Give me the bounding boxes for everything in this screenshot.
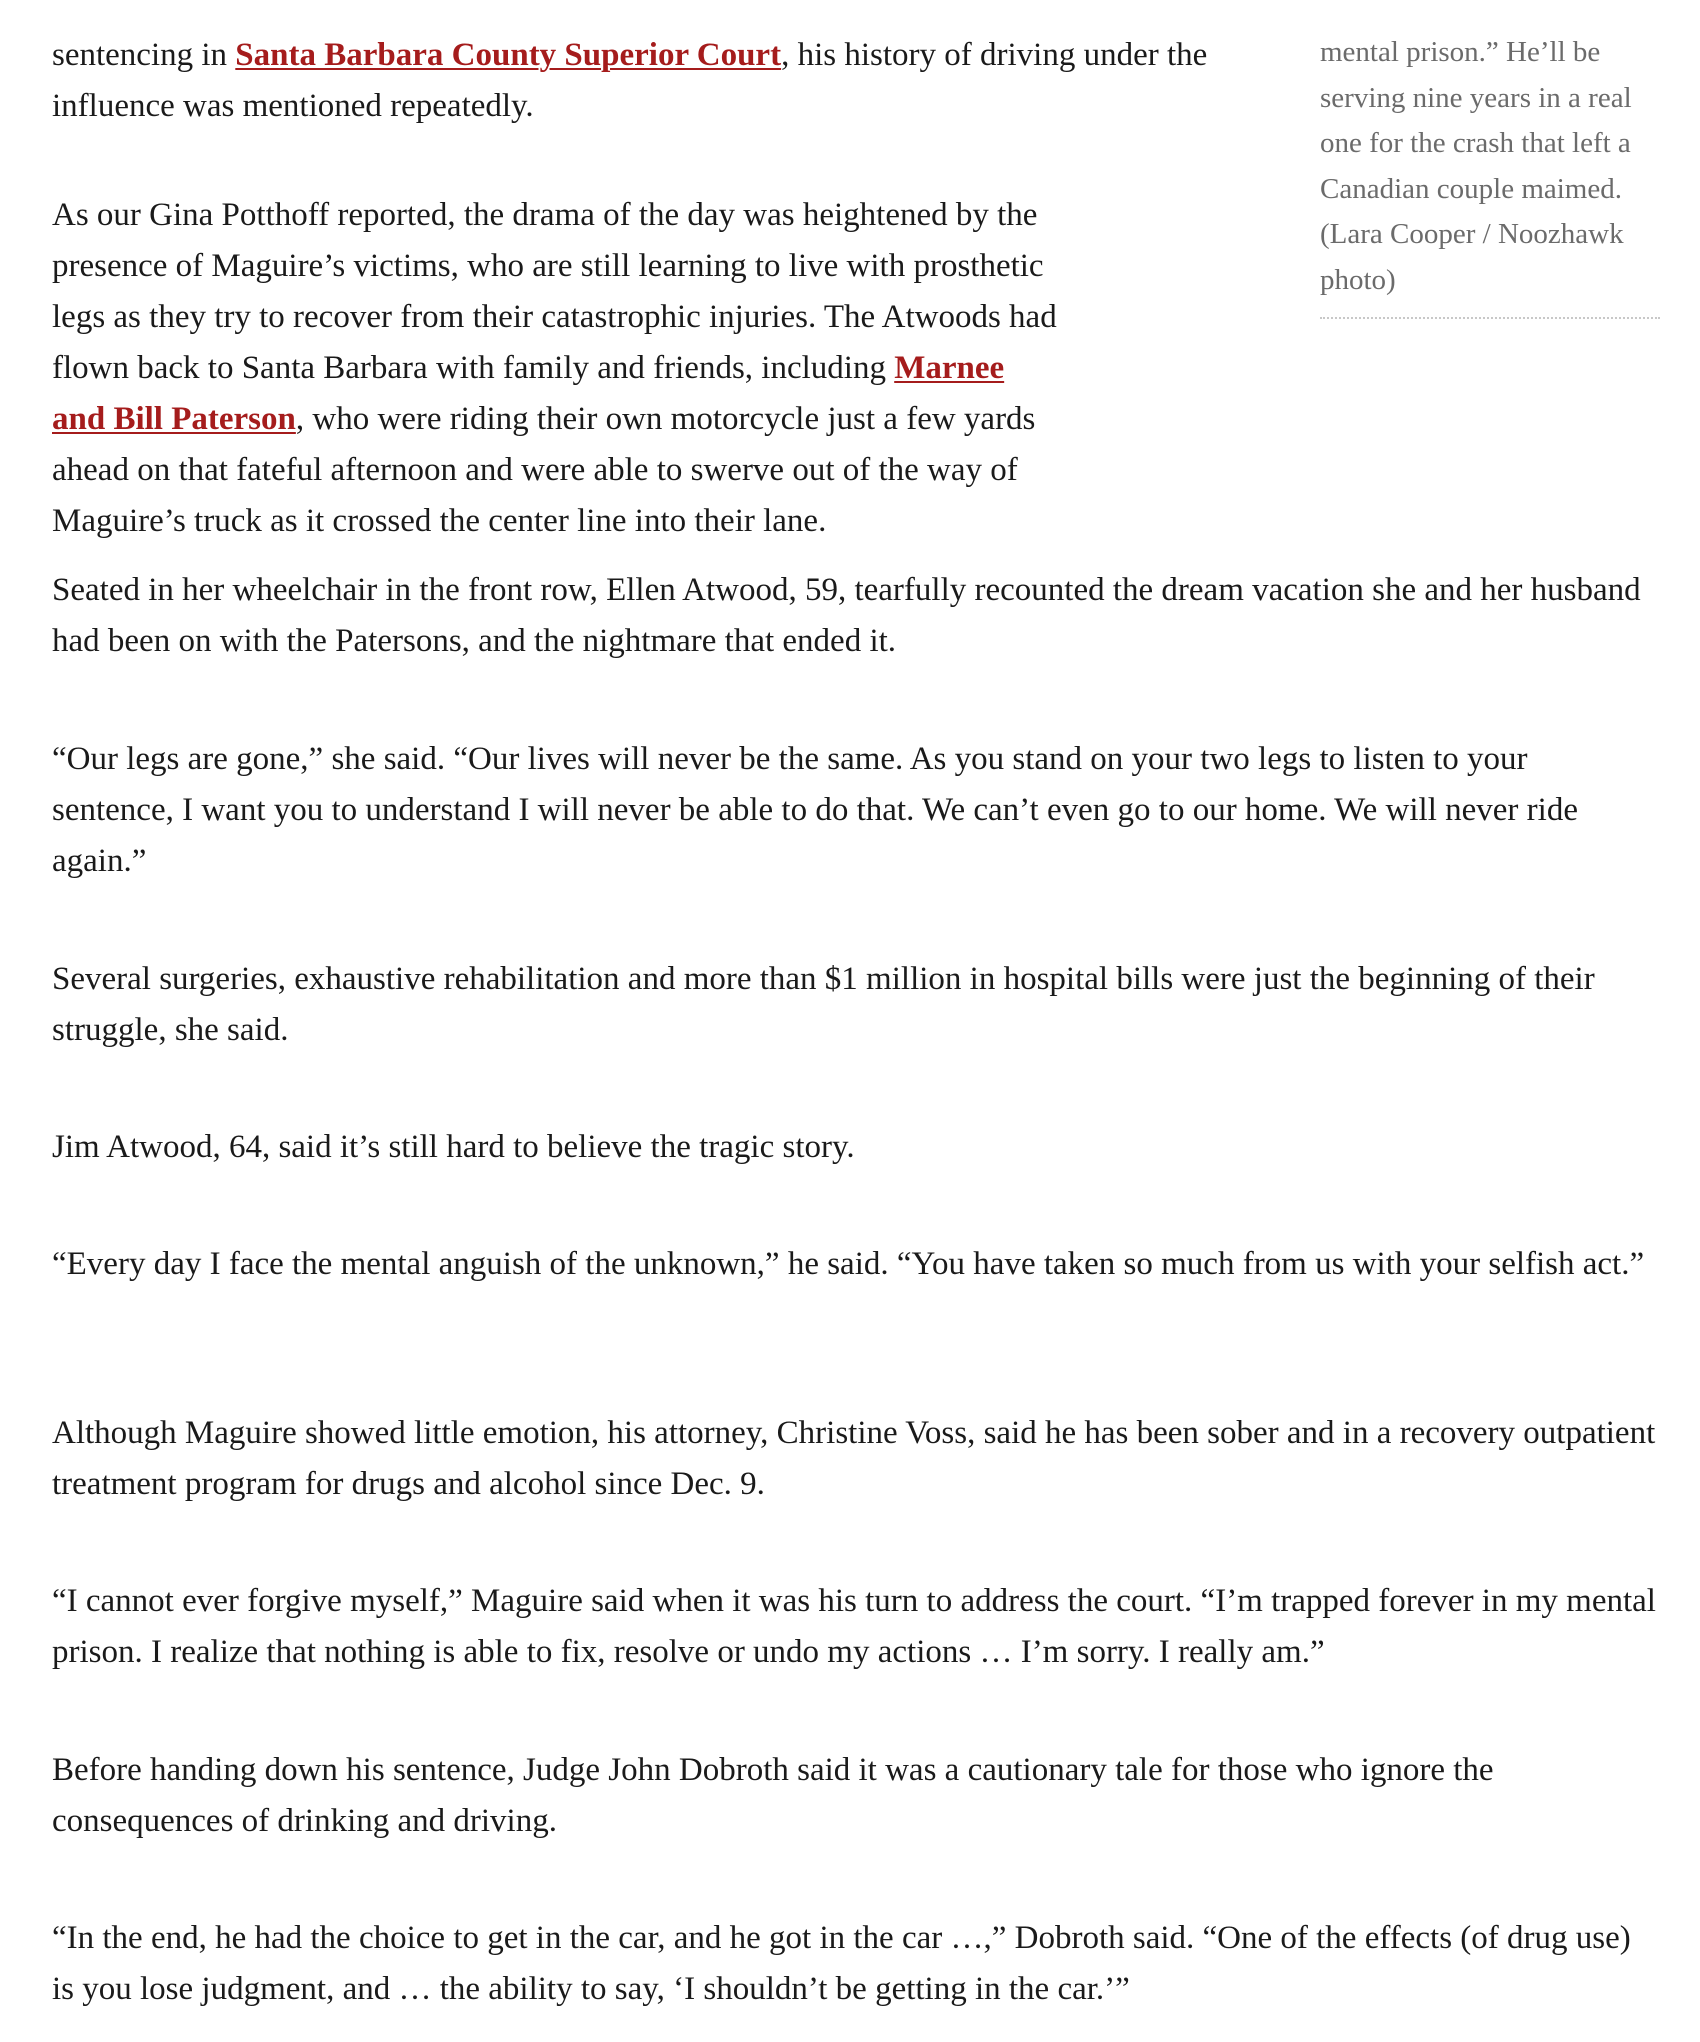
link-marnee-and-bill-paterson[interactable]: Marnee and Bill Paterson <box>52 350 1005 437</box>
paragraph-christine-voss: Although Maguire showed little emotion, his attorney, Christine Voss, said he has been sober and in a recovery outpatient treatment program for drugs and alcohol since Dec. 9. <box>52 1415 1656 1502</box>
link-santa-barbara-county-superior-court[interactable]: Santa Barbara County Superior Court <box>235 37 782 73</box>
paragraph-our-legs-quote: “Our legs are gone,” she said. “Our lives will never be the same. As you stand on your two legs to listen to your sentence, I want you to understand I will never be able to do that. We can’t even go to our home. We will never ride again.” <box>52 741 1578 879</box>
paragraph-maguire-quote: “I cannot ever forgive myself,” Maguire said when it was his turn to address the court. “I’m trapped forever in my mental prison. I realize that nothing is able to fix, resolve or undo my actions … I’m sorry. I really am.” <box>52 1583 1656 1670</box>
paragraph-ellen-atwood: Seated in her wheelchair in the front row, Ellen Atwood, 59, tearfully recounted the dream vacation she and her husband had been on with the Patersons, and the nightmare that ended it. <box>52 572 1641 659</box>
paragraph-sentencing-text-before: sentencing in <box>52 37 236 73</box>
paragraph-sentencing-text-after: , his history of driving under the influence was mentioned repeatedly. <box>52 37 1208 124</box>
photo-caption-text: mental prison.” He’ll be serving nine years in a real one for the crash that left a Canadian couple maimed. (Lara Cooper / Noozhawk photo) <box>1320 36 1632 296</box>
paragraph-mental-anguish-quote: “Every day I face the mental anguish of the unknown,” he said. “You have taken so much from us with your selfish act.” <box>52 1246 1645 1282</box>
paragraph-judge-dobroth: Before handing down his sentence, Judge John Dobroth said it was a cautionary tale for those who ignore the consequences of drinking and driving. <box>52 1752 1494 1839</box>
paragraph-dobroth-quote: “In the end, he had the choice to get in the car, and he got in the car …,” Dobroth said. “One of the effects (of drug use) is you lose judgment, and … the ability to say, ‘I shouldn’t be getting in the car.’” <box>52 1920 1631 2007</box>
paragraph-sentencing <box>52 30 1282 132</box>
paragraph-jim-atwood: Jim Atwood, 64, said it’s still hard to believe the tragic story. <box>52 1129 855 1165</box>
paragraph-surgeries: Several surgeries, exhaustive rehabilitation and more than $1 million in hospital bills were just the beginning of their struggle, she said. <box>52 961 1595 1048</box>
paragraph-gina-potthoff-text-before: As our Gina Potthoff reported, the drama of the day was heightened by the presence of Maguire’s victims, who are still learning to live with prosthetic legs as they try to recover from their catastrophic injuries. The Atwoods had flown back to Santa Barbara with family and friends, including <box>52 197 1057 386</box>
paragraph-gina-potthoff-text-after: , who were riding their own motorcycle just a few yards ahead on that fateful afternoon and were able to swerve out of the way of Maguire’s truck as it crossed the center line into their lane. <box>52 401 1036 539</box>
